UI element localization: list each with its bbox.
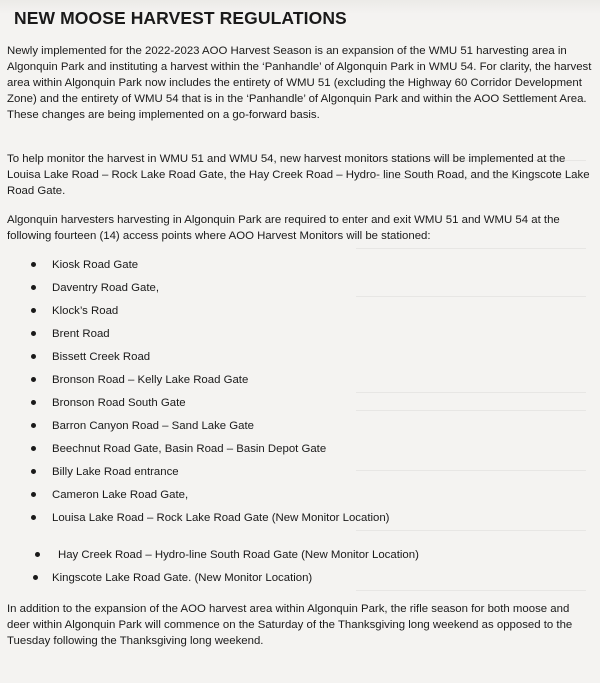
document-title: NEW MOOSE HARVEST REGULATIONS bbox=[14, 8, 347, 28]
paragraph-monitor-stations: To help monitor the harvest in WMU 51 and WMU 54, new harvest monitors stations will be implemented at the Louisa Lake Road – Rock Lake Road Gate, the Hay Creek Road – Hydro- line South Road, and the Kingscote Lake Road Gate. bbox=[7, 153, 590, 197]
bleed-through-line bbox=[356, 590, 586, 597]
list-item-label: Bronson Road – Kelly Lake Road Gate bbox=[52, 374, 249, 386]
bleed-through-line bbox=[356, 410, 586, 417]
paragraph-access-points-intro: Algonquin harvesters harvesting in Algonquin Park are required to enter and exit WMU 51 and WMU 54 at the following fourteen (14) access points where AOO Harvest Monitors will be stationed: bbox=[7, 214, 560, 242]
bleed-through-line bbox=[356, 248, 586, 255]
bullet-icon bbox=[31, 515, 36, 520]
bleed-through-line bbox=[356, 296, 586, 303]
bullet-icon bbox=[31, 492, 36, 497]
list-item-label: Kingscote Lake Road Gate. (New Monitor Location) bbox=[52, 572, 313, 584]
list-item-label: Bissett Creek Road bbox=[52, 351, 151, 363]
paragraph-harvest-expansion: Newly implemented for the 2022-2023 AOO Harvest Season is an expansion of the WMU 51 harvesting area in Algonquin Park and instituting a harvest within the ‘Panhandle’ of Algonquin Park in WMU 54. For clarity, the harvest area within Algonquin Park now includes the entirety of WMU 51 (excluding the Highway 60 Corridor Development Zone) and the entirety of WMU 54 that is in the ‘Panhandle’ of Algonquin Park and within the AOO Settlement Area. These changes are being implemented on a go-forward basis. bbox=[7, 45, 592, 121]
bullet-icon bbox=[31, 331, 36, 336]
bullet-icon bbox=[31, 423, 36, 428]
list-item-label: Brent Road bbox=[52, 328, 110, 340]
bullet-icon bbox=[31, 354, 36, 359]
list-item-label: Billy Lake Road entrance bbox=[52, 466, 179, 478]
paragraph-rifle-season: In addition to the expansion of the AOO harvest area within Algonquin Park, the rifle season for both moose and deer within Algonquin Park will commence on the Saturday of the Thanksgiving long weekend as opposed to the Tuesday following the Thanksgiving long weekend. bbox=[7, 603, 573, 647]
list-item-label: Barron Canyon Road – Sand Lake Gate bbox=[52, 420, 255, 432]
list-item-label: Louisa Lake Road – Rock Lake Road Gate (New Monitor Location) bbox=[52, 512, 390, 524]
bullet-icon bbox=[31, 262, 36, 267]
list-item-label: Cameron Lake Road Gate, bbox=[52, 489, 189, 501]
list-item-label: Kiosk Road Gate bbox=[52, 259, 139, 271]
bullet-icon bbox=[33, 575, 38, 580]
list-item-label: Daventry Road Gate, bbox=[52, 282, 159, 294]
bullet-icon bbox=[31, 285, 36, 290]
bullet-icon bbox=[31, 446, 36, 451]
bleed-through-line bbox=[356, 470, 586, 477]
bullet-icon bbox=[31, 377, 36, 382]
list-item-label: Beechnut Road Gate, Basin Road – Basin Depot Gate bbox=[52, 443, 327, 455]
bullet-icon bbox=[31, 469, 36, 474]
list-item-label: Bronson Road South Gate bbox=[52, 397, 186, 409]
bullet-icon bbox=[31, 308, 36, 313]
bullet-icon bbox=[35, 552, 40, 557]
bleed-through-line bbox=[356, 530, 586, 537]
list-item-label: Hay Creek Road – Hydro-line South Road Gate (New Monitor Location) bbox=[58, 549, 419, 561]
bleed-through-line bbox=[356, 392, 586, 399]
bullet-icon bbox=[31, 400, 36, 405]
list-item-label: Klock’s Road bbox=[52, 305, 119, 317]
